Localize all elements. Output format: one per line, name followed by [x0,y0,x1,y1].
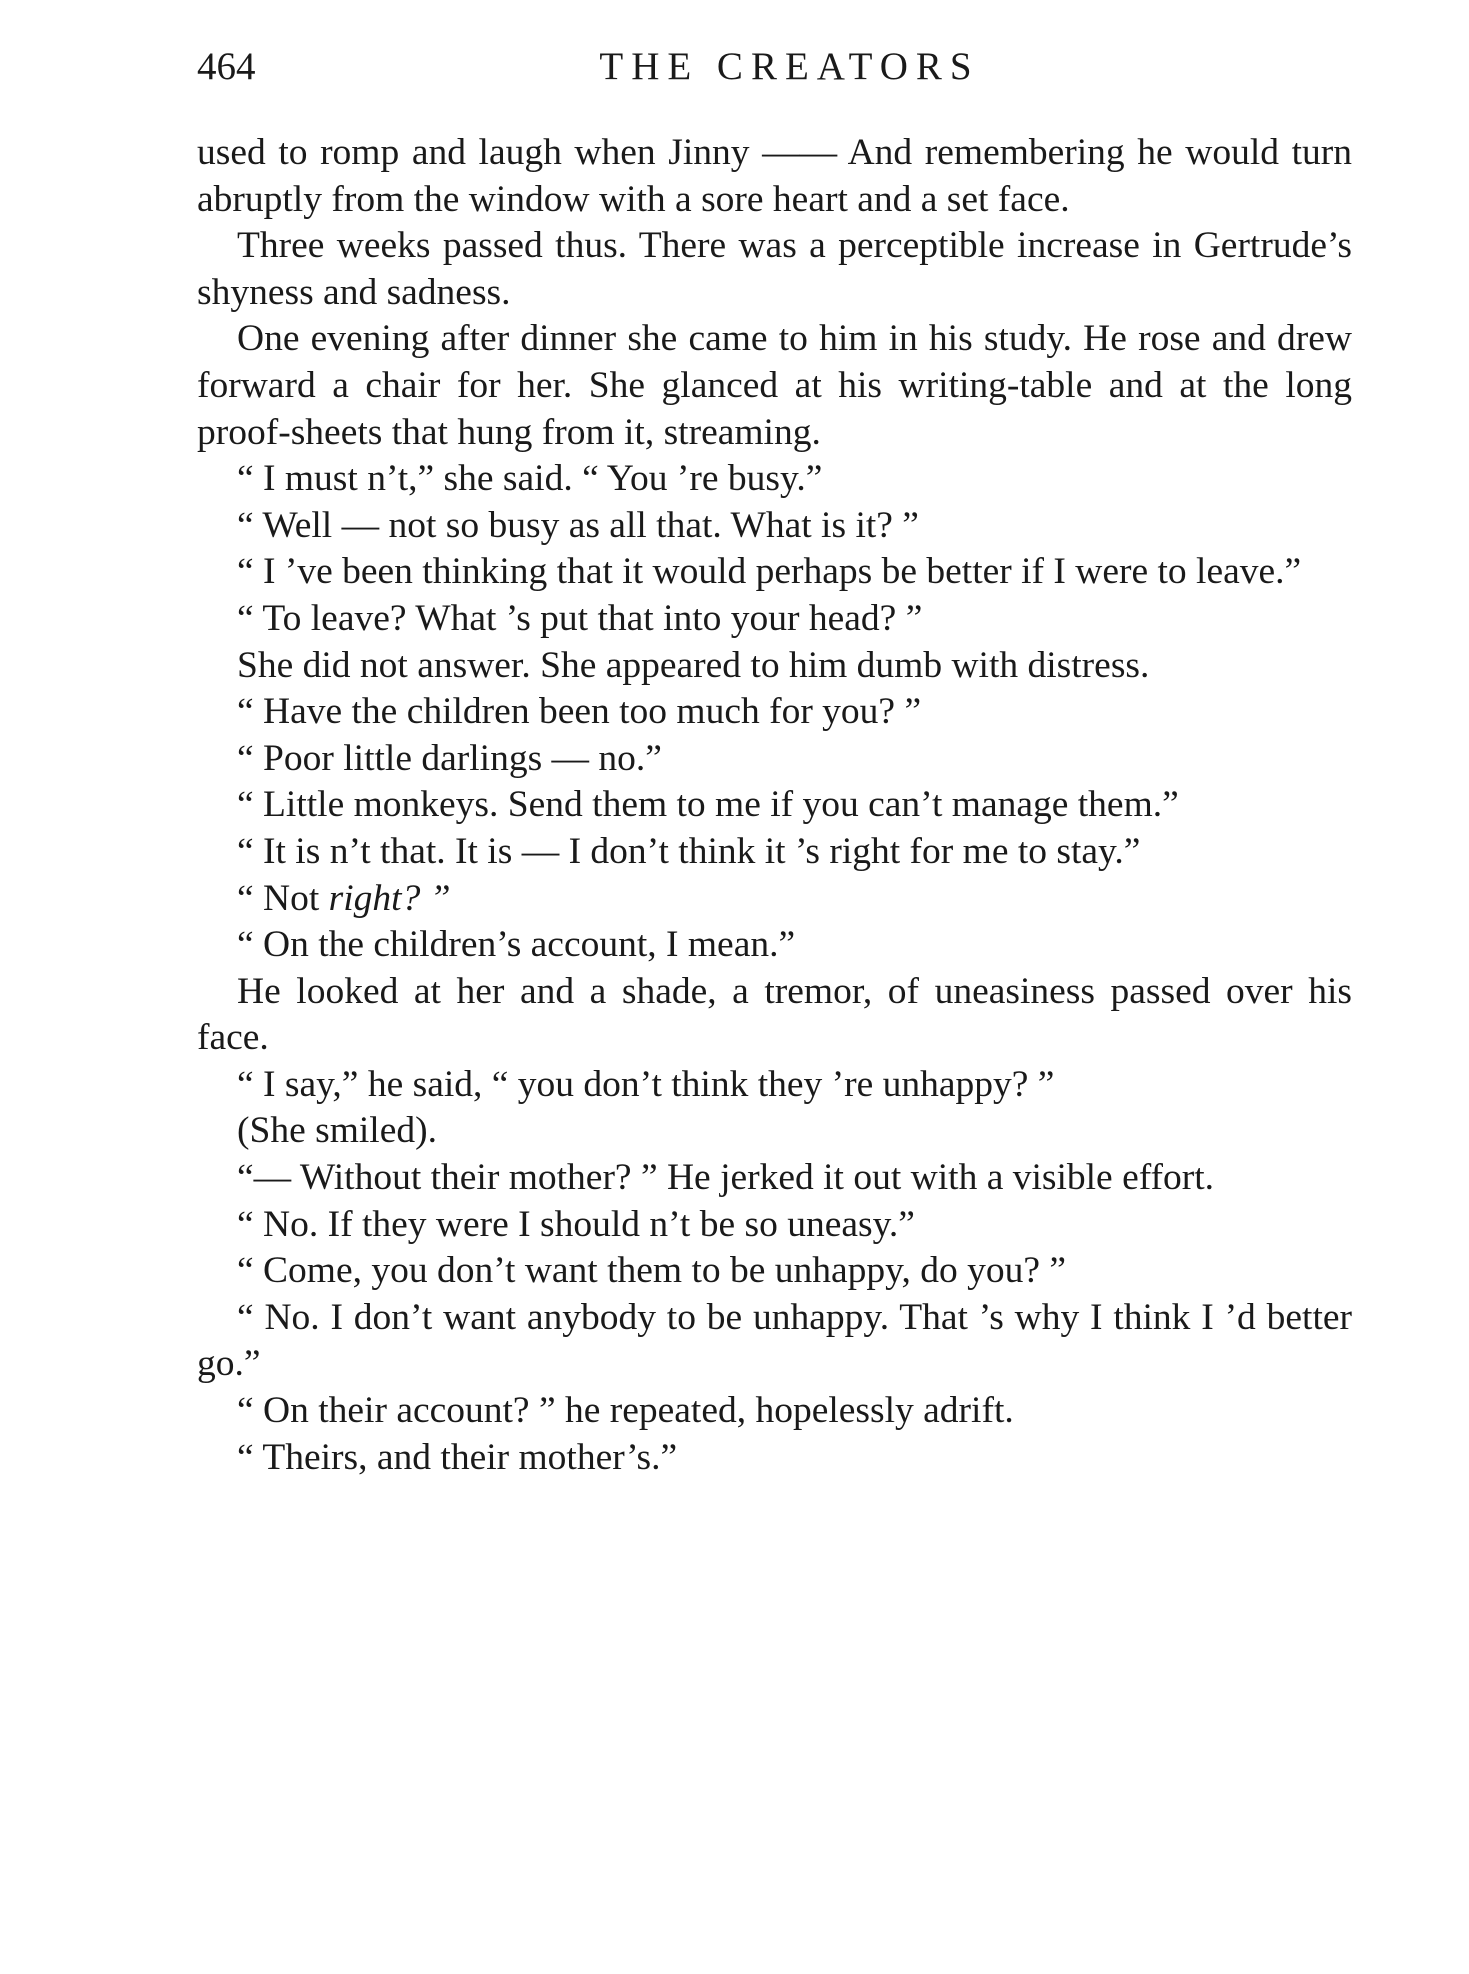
paragraph: “ Well — not so busy as all that. What is it? ” [237,504,919,546]
paragraph: “ Have the children been too much for you? ” [237,691,922,733]
paragraph: “ No. I don’t want anybody to be unhappy. That ’s why I think I ’d better go.” [197,1296,1352,1385]
paragraph: “ On their account? ” he repeated, hopelessly adrift. [237,1390,1014,1432]
paragraph-text: “ Not [237,877,329,919]
paragraph: “ I must n’t,” she said. “ You ’re busy.” [237,458,823,500]
emphasis-text: right? ” [328,877,451,919]
page-header [197,44,1352,94]
running-title: THE CREATORS [599,45,980,88]
paragraph: used to romp and laugh when Jinny —— And remembering he would turn abruptly from the window with a sore heart and a set face. [197,132,1352,220]
paragraph: “ On the children’s account, I mean.” [237,924,796,966]
page-number: 464 [197,45,256,88]
paragraph: She did not answer. She appeared to him dumb with distress. [237,644,1150,686]
paragraph: “ No. If they were I should n’t be so uneasy.” [237,1203,915,1245]
paragraph: “ Poor little darlings — no.” [237,737,662,779]
paragraph: “ Come, you don’t want them to be unhappy, do you? ” [237,1250,1067,1292]
paragraph: “ I ’ve been thinking that it would perhaps be better if I were to leave.” [237,551,1302,593]
paragraph: “ Little monkeys. Send them to me if you can’t manage them.” [237,784,1179,826]
paragraph: Three weeks passed thus. There was a perceptible increase in Gertrude’s shyness and sadness. [197,225,1352,313]
body-text [197,130,1352,1481]
paragraph: One evening after dinner she came to him in his study. He rose and drew forward a chair for her. She glanced at his writing-table and at the long proof-sheets that hung from it, streaming. [197,318,1352,453]
paragraph: “— Without their mother? ” He jerked it out with a visible effort. [237,1157,1215,1199]
paragraph: “ I say,” he said, “ you don’t think they ’re unhappy? ” [237,1063,1055,1105]
paragraph: (She smiled). [237,1110,437,1152]
paragraph [197,876,1352,923]
paragraph: “ It is n’t that. It is — I don’t think it ’s right for me to stay.” [237,830,1141,872]
paragraph: “ Theirs, and their mother’s.” [237,1436,678,1478]
paragraph: He looked at her and a shade, a tremor, of uneasiness passed over his face. [197,970,1352,1059]
paragraph: “ To leave? What ’s put that into your head? ” [237,597,923,639]
